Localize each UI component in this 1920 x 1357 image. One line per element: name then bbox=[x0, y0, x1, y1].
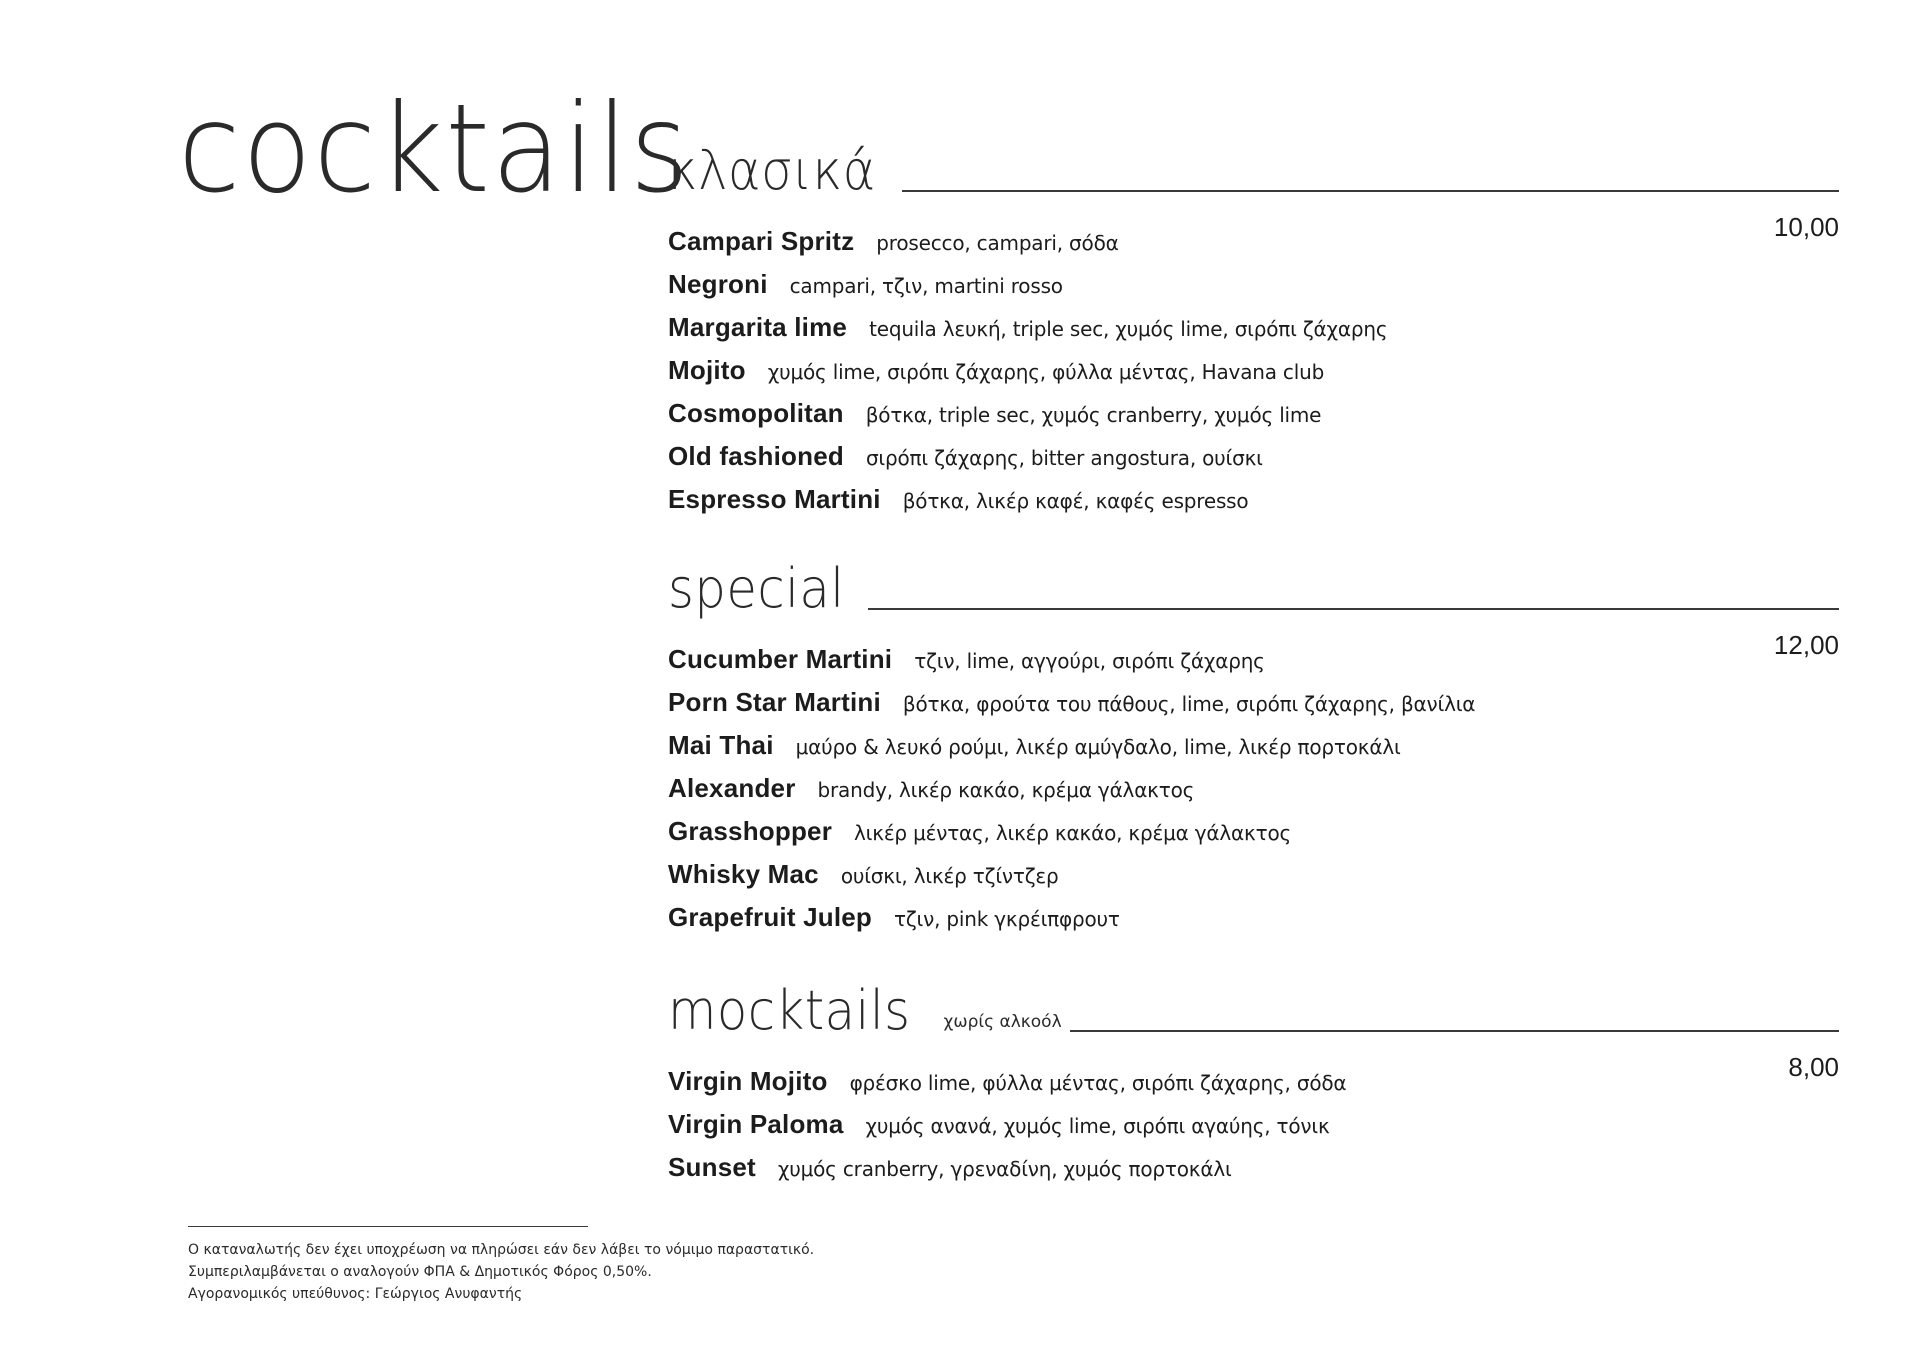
item-list bbox=[668, 644, 1475, 945]
item-description: tequila λευκή, triple sec, χυμός lime, σιρόπι ζάχαρης bbox=[869, 317, 1388, 341]
item-name: Cucumber Martini bbox=[668, 644, 893, 674]
item-name: Porn Star Martini bbox=[668, 687, 881, 717]
section-header bbox=[668, 546, 1839, 620]
item-description: τζιν, lime, αγγούρι, σιρόπι ζάχαρης bbox=[914, 649, 1265, 673]
menu-item bbox=[668, 644, 1475, 687]
item-description: χυμός lime, σιρόπι ζάχαρης, φύλλα μέντας, Havana club bbox=[767, 360, 1325, 384]
item-description: λικέρ μέντας, λικέρ κακάο, κρέμα γάλακτος bbox=[854, 821, 1292, 845]
item-description: campari, τζιν, martini rosso bbox=[789, 274, 1063, 298]
section-heading: mocktails bbox=[668, 979, 911, 1042]
item-description: χυμός cranberry, γρεναδίνη, χυμός πορτοκάλι bbox=[777, 1157, 1232, 1181]
menu-item bbox=[668, 902, 1475, 945]
menu-item bbox=[668, 312, 1387, 355]
menu-item bbox=[668, 398, 1387, 441]
section-price: 8,00 bbox=[1788, 1052, 1839, 1082]
item-description: βότκα, triple sec, χυμός cranberry, χυμός lime bbox=[865, 403, 1322, 427]
menu-item bbox=[668, 859, 1475, 902]
page-title: cocktails bbox=[178, 78, 691, 220]
menu-item bbox=[668, 355, 1387, 398]
section-header bbox=[668, 968, 1839, 1042]
item-name: Mojito bbox=[668, 355, 746, 385]
item-name: Espresso Martini bbox=[668, 484, 881, 514]
item-list bbox=[668, 226, 1387, 527]
menu-item bbox=[668, 773, 1475, 816]
item-name: Mai Thai bbox=[668, 730, 774, 760]
section-heading: κλασικά bbox=[668, 139, 876, 202]
item-description: ουίσκι, λικέρ τζίντζερ bbox=[840, 864, 1059, 888]
item-name: Sunset bbox=[668, 1152, 756, 1182]
item-name: Whisky Mac bbox=[668, 859, 819, 889]
item-description: σιρόπι ζάχαρης, bitter angostura, ουίσκι bbox=[865, 446, 1263, 470]
menu-item bbox=[668, 1066, 1346, 1109]
section-subtitle: χωρίς αλκοόλ bbox=[943, 1012, 1062, 1032]
menu-item bbox=[668, 687, 1475, 730]
menu-item bbox=[668, 269, 1387, 312]
item-description: μαύρο & λευκό ρούμι, λικέρ αμύγδαλο, lime, λικέρ πορτοκάλι bbox=[795, 735, 1401, 759]
item-name: Margarita lime bbox=[668, 312, 848, 342]
section-special bbox=[668, 546, 1839, 932]
item-name: Negroni bbox=[668, 269, 768, 299]
item-description: φρέσκο lime, φύλλα μέντας, σιρόπι ζάχαρης, σόδα bbox=[849, 1071, 1347, 1095]
item-name: Grasshopper bbox=[668, 816, 833, 846]
item-description: τζιν, pink γκρέιπφρουτ bbox=[894, 907, 1120, 931]
menu-item bbox=[668, 1109, 1346, 1152]
item-name: Alexander bbox=[668, 773, 796, 803]
footer-line: Αγορανομικός υπεύθυνος: Γεώργιος Ανυφαντής bbox=[188, 1286, 523, 1302]
item-description: βότκα, λικέρ καφέ, καφές espresso bbox=[902, 489, 1249, 513]
item-description: βότκα, φρούτα του πάθους, lime, σιρόπι ζάχαρης, βανίλια bbox=[902, 692, 1476, 716]
item-name: Virgin Mojito bbox=[668, 1066, 828, 1096]
menu-item bbox=[668, 226, 1387, 269]
section-divider bbox=[868, 608, 1839, 610]
section-heading: special bbox=[668, 557, 845, 620]
menu-item bbox=[668, 1152, 1346, 1195]
section-divider bbox=[1070, 1030, 1839, 1032]
legal-footer bbox=[188, 1226, 1088, 1305]
menu-item bbox=[668, 730, 1475, 773]
item-description: prosecco, campari, σόδα bbox=[876, 231, 1119, 255]
footer-divider bbox=[188, 1226, 588, 1227]
section-price: 10,00 bbox=[1773, 212, 1839, 242]
item-name: Virgin Paloma bbox=[668, 1109, 844, 1139]
item-name: Campari Spritz bbox=[668, 226, 855, 256]
section-divider bbox=[902, 190, 1839, 192]
section-classics bbox=[668, 128, 1839, 514]
footer-line: Συμπεριλαμβάνεται ο αναλογούν ΦΠΑ & Δημοτικός Φόρος 0,50%. bbox=[188, 1264, 652, 1280]
item-description: χυμός ανανά, χυμός lime, σιρόπι αγαύης, τόνικ bbox=[865, 1114, 1330, 1138]
section-price: 12,00 bbox=[1773, 630, 1839, 660]
section-mocktails bbox=[668, 968, 1839, 1182]
menu-item bbox=[668, 484, 1387, 527]
item-name: Old fashioned bbox=[668, 441, 844, 471]
footer-line: Ο καταναλωτής δεν έχει υποχρέωση να πληρώσει εάν δεν λάβει το νόμιμο παραστατικό. bbox=[188, 1242, 815, 1258]
section-header bbox=[668, 128, 1839, 202]
item-name: Cosmopolitan bbox=[668, 398, 844, 428]
item-name: Grapefruit Julep bbox=[668, 902, 873, 932]
item-description: brandy, λικέρ κακάο, κρέμα γάλακτος bbox=[817, 778, 1195, 802]
item-list bbox=[668, 1066, 1346, 1195]
menu-item bbox=[668, 441, 1387, 484]
menu-item bbox=[668, 816, 1475, 859]
